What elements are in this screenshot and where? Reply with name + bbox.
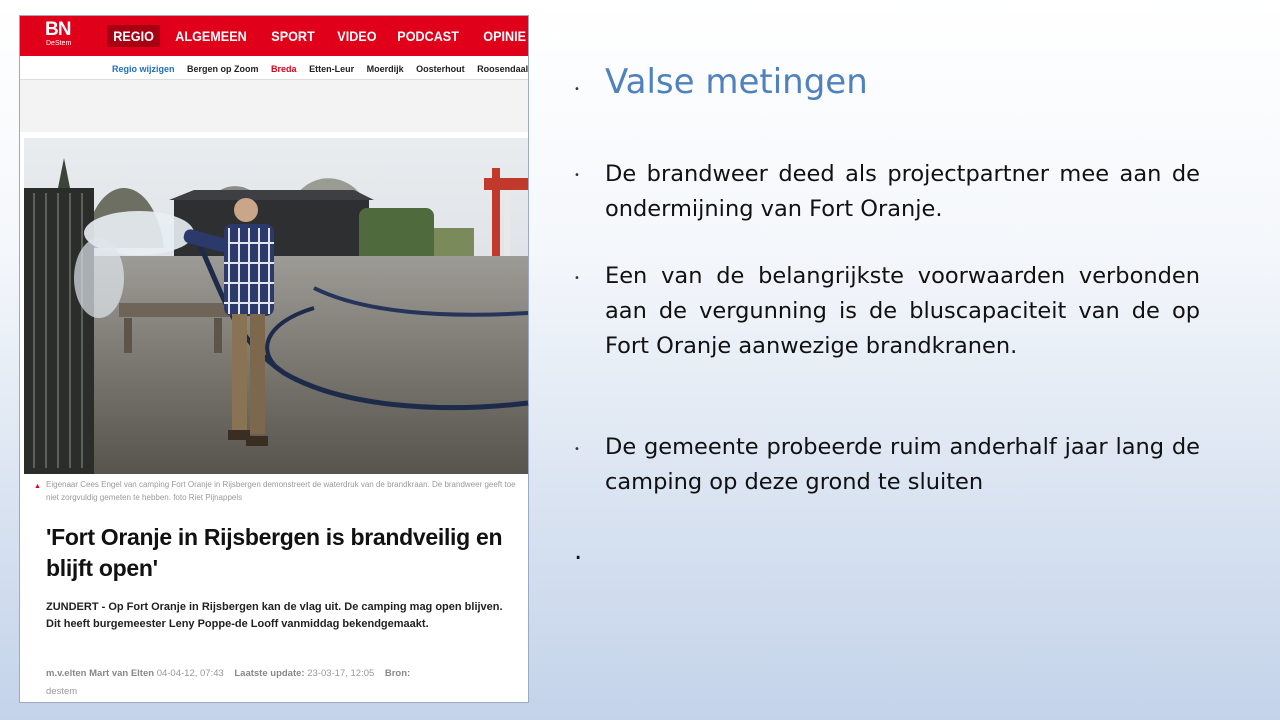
nav-item-video[interactable]: VIDEO <box>337 28 377 44</box>
subnav-moerdijk[interactable]: Moerdijk <box>366 64 404 74</box>
bullet-icon: • <box>574 444 580 455</box>
article-byline <box>46 665 516 701</box>
byline-source: destem <box>46 686 78 697</box>
subnav-breda[interactable]: Breda <box>271 64 297 74</box>
site-logo[interactable]: BN DeStem <box>45 19 72 47</box>
bullet-icon: • <box>574 273 580 284</box>
news-article-screenshot <box>19 15 566 703</box>
subnav-regio-wijzigen[interactable]: Regio wijzigen <box>112 64 175 74</box>
article-photo <box>24 138 528 474</box>
photo-caption: ▲ Eigenaar Cees Engel van camping Fort Oranje in Rijsbergen demonstreert de waterdruk van de brandkraan. De brandweer geeft toe niet zorgvuldig gemeten te hebben. foto Riet Pijnappels <box>34 480 516 502</box>
byline-source-label: Bron: <box>384 668 411 679</box>
nav-item-sport[interactable]: SPORT <box>271 28 316 44</box>
subnav-roosendaal[interactable]: Roosendaal <box>477 64 529 74</box>
byline-author[interactable]: m.v.elten Mart van Elten <box>46 668 155 679</box>
nav-item-podcast[interactable]: PODCAST <box>397 28 460 44</box>
article-headline[interactable]: 'Fort Oranje in Rijsbergen is brandveilig en blijft open' <box>46 524 503 581</box>
byline-date: 04-04-12, 07:43 <box>156 668 224 679</box>
nav-item-algemeen[interactable]: ALGEMEEN <box>175 28 247 44</box>
slide-bullet-3: De gemeente probeerde ruim anderhalf jaar lang de camping op deze grond te sluiten <box>605 434 1200 495</box>
slide-title: Valse metingen <box>605 62 868 102</box>
byline-updated: 23-03-17, 12:05 <box>307 668 375 679</box>
slide-bullet-2: Een van de belangrijkste voorwaarden verbonden aan de vergunning is de bluscapaciteit van de op Fort Oranje aanwezige brandkranen. <box>605 263 1200 359</box>
ad-placeholder <box>20 80 528 132</box>
subnav-etten-leur[interactable]: Etten-Leur <box>309 64 355 74</box>
bullet-icon: • <box>574 170 580 181</box>
title-bullet-icon: • <box>574 84 580 95</box>
site-header <box>20 16 566 56</box>
main-nav <box>107 25 578 47</box>
nav-item-regio[interactable]: REGIO <box>107 25 160 47</box>
caption-triangle-icon: ▲ <box>34 483 41 490</box>
subnav-bergen-op-zoom[interactable]: Bergen op Zoom <box>187 64 259 74</box>
nav-item-pu[interactable]: PU <box>547 28 566 44</box>
subnav-oosterhout[interactable]: Oosterhout <box>416 64 465 74</box>
region-subnav <box>112 64 538 74</box>
nav-item-opinie[interactable]: OPINIE <box>483 28 526 44</box>
byline-updated-label: Laatste update: <box>234 668 305 679</box>
slide-trailing-dot: . <box>574 536 583 566</box>
article-lead: ZUNDERT - Op Fort Oranje in Rijsbergen kan de vlag uit. De camping mag open blijven. Dit heeft burgemeester Leny Poppe-de Looff vanmiddag bekendgemaakt. <box>46 601 503 630</box>
slide-bullet-1: De brandweer deed als projectpartner mee aan de ondermijning van Fort Oranje. <box>605 161 1200 222</box>
